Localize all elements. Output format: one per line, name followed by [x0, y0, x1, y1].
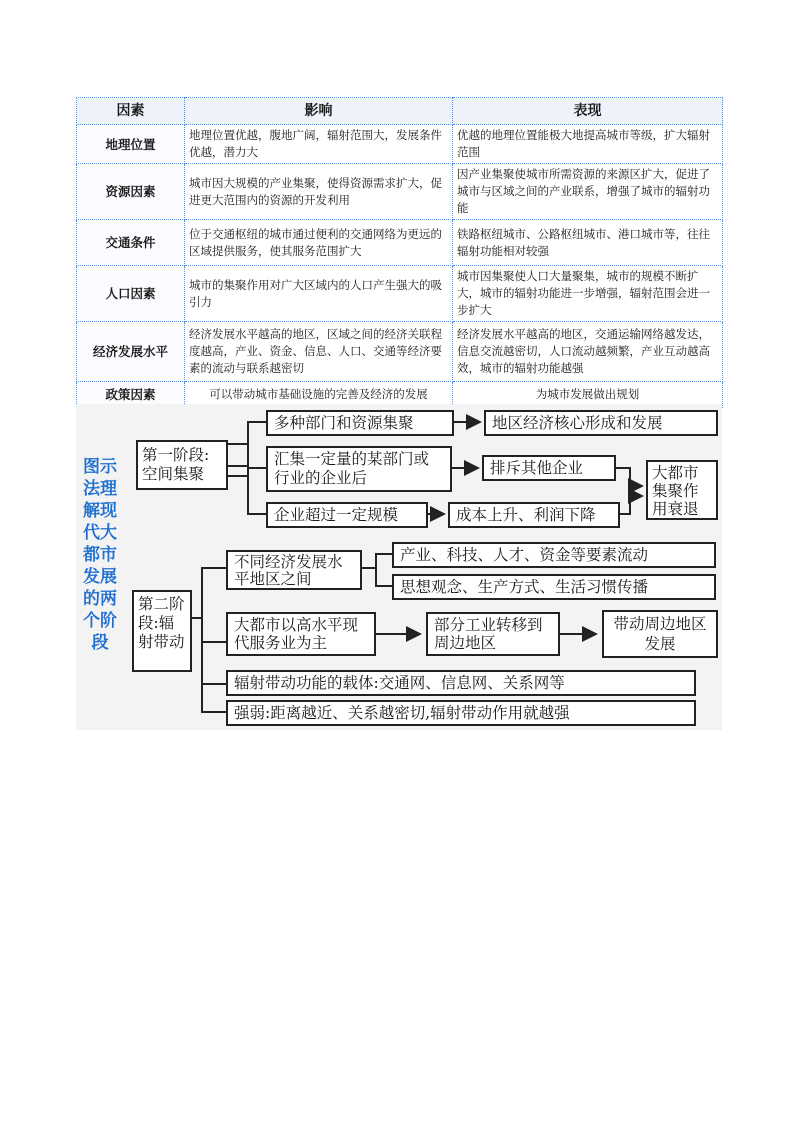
s1-item-scale: 企业超过一定规模: [266, 502, 428, 528]
s1-final-decline: 大都市集聚作用衰退: [646, 460, 718, 520]
stage2-box: 第二阶段:辐射带动: [132, 590, 192, 672]
s2-diff-regions: 不同经济发展水平地区之间: [226, 550, 362, 590]
table-header-row: [77, 98, 723, 125]
s2-industry-transfer: 部分工业转移到周边地区: [426, 612, 560, 656]
factor-cell: 交通条件: [77, 220, 185, 266]
s2-idea-spread: 思想观念、生产方式、生活习惯传播: [392, 574, 716, 600]
s1-item-gathering: 汇集一定量的某部门或行业的企业后: [266, 446, 452, 492]
side-title: 图示法理解现代大都市发展的两个阶段: [83, 457, 117, 653]
s1-item-concentration: 多种部门和资源集聚: [266, 410, 454, 436]
impact-cell: 城市因大规模的产业集聚，使得资源需求扩大，促进更大范围内的资源的开发利用: [185, 164, 453, 220]
s1-result-cost: 成本上升、利润下降: [448, 502, 620, 528]
impact-cell: 经济发展水平越高的地区，区域之间的经济关联程度越高，产业、资金、信息、人口、交通等经济要素的流动与联系越密切: [185, 322, 453, 382]
manifest-cell: 城市因集聚使人口大量聚集，城市的规模不断扩大，城市的辐射功能进一步增强，辐射范围会进一步扩大: [453, 266, 723, 322]
table-row: [77, 164, 723, 220]
s1-result-core: 地区经济核心形成和发展: [484, 410, 718, 436]
s2-strength: 强弱:距离越近、关系越密切,辐射带动作用就越强: [226, 700, 696, 726]
table-row: [77, 125, 723, 164]
s2-drive-surroundings: 带动周边地区发展: [602, 610, 718, 658]
factor-cell: 政策因素: [77, 382, 185, 408]
impact-cell: 位于交通枢纽的城市通过便利的交通网络为更远的区域提供服务，使其服务范围扩大: [185, 220, 453, 266]
table-row: [77, 220, 723, 266]
factor-cell: 经济发展水平: [77, 322, 185, 382]
s2-factor-flow: 产业、科技、人才、资金等要素流动: [392, 542, 716, 568]
s2-carrier: 辐射带动功能的载体:交通网、信息网、关系网等: [226, 670, 696, 696]
table-row: [77, 266, 723, 322]
manifest-cell: 优越的地理位置能极大地提高城市等级，扩大辐射范围: [453, 125, 723, 164]
s1-result-exclude: 排斥其他企业: [482, 455, 616, 481]
header-manifest: 表现: [453, 98, 723, 125]
header-impact: 影响: [185, 98, 453, 125]
manifest-cell: 因产业集聚使城市所需资源的来源区扩大，促进了城市与区域之间的产业联系，增强了城市的辐射功能: [453, 164, 723, 220]
manifest-cell: 经济发展水平越高的地区，交通运输网络越发达，信息交流越密切，人口流动越频繁，产业互动越高效，城市的辐射功能越强: [453, 322, 723, 382]
manifest-cell: 为城市发展做出规划: [453, 382, 723, 408]
stage1-box: 第一阶段:空间集聚: [136, 440, 228, 490]
impact-cell: 地理位置优越，腹地广阔，辐射范围大，发展条件优越，潜力大: [185, 125, 453, 164]
header-factor: 因素: [77, 98, 185, 125]
factor-table: [76, 97, 723, 408]
factor-cell: 地理位置: [77, 125, 185, 164]
table-row: [77, 322, 723, 382]
s2-service-industry: 大都市以高水平现代服务业为主: [226, 612, 376, 656]
metropolis-stages-diagram: [76, 404, 722, 730]
manifest-cell: 铁路枢纽城市、公路枢纽城市、港口城市等，往往辐射功能相对较强: [453, 220, 723, 266]
impact-cell: 城市的集聚作用对广大区域内的人口产生强大的吸引力: [185, 266, 453, 322]
factor-cell: 人口因素: [77, 266, 185, 322]
factor-cell: 资源因素: [77, 164, 185, 220]
impact-cell: 可以带动城市基础设施的完善及经济的发展: [185, 382, 453, 408]
